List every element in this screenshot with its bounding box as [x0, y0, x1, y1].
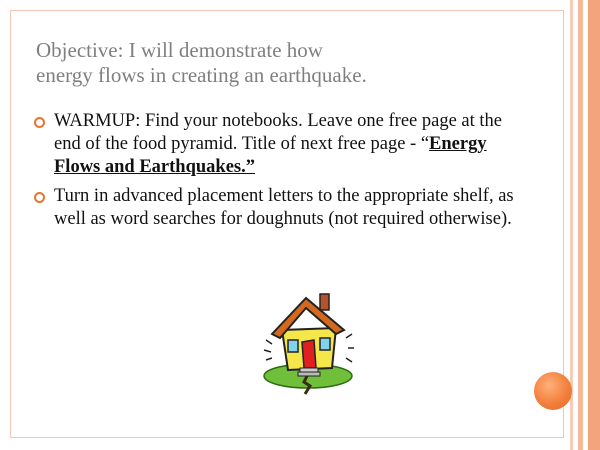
bullet-item-turn-in	[30, 185, 530, 231]
bullet-text-warmup: WARMUP: Find your notebooks. Leave one free page at the end of the food pyramid. Title of next free page - “	[54, 111, 503, 154]
shaking-house-icon	[258, 278, 358, 398]
bullet-item-warmup	[30, 110, 530, 179]
bullet-list	[30, 110, 530, 237]
slide-title	[36, 38, 536, 88]
bullet-emphasis-title: Energy Flows and Earthquakes.”	[54, 134, 487, 177]
bullet-text-turn-in: Turn in advanced placement letters to the appropriate shelf, as well as word searches for doughnuts (not required otherwise).	[54, 186, 514, 229]
bullet-ring-icon	[34, 192, 45, 203]
orange-decorative-circle	[534, 372, 572, 410]
title-line-2: energy flows in creating an earthquake.	[36, 63, 367, 87]
title-line-1: Objective: I will demonstrate how	[36, 38, 323, 62]
bullet-ring-icon	[34, 117, 45, 128]
